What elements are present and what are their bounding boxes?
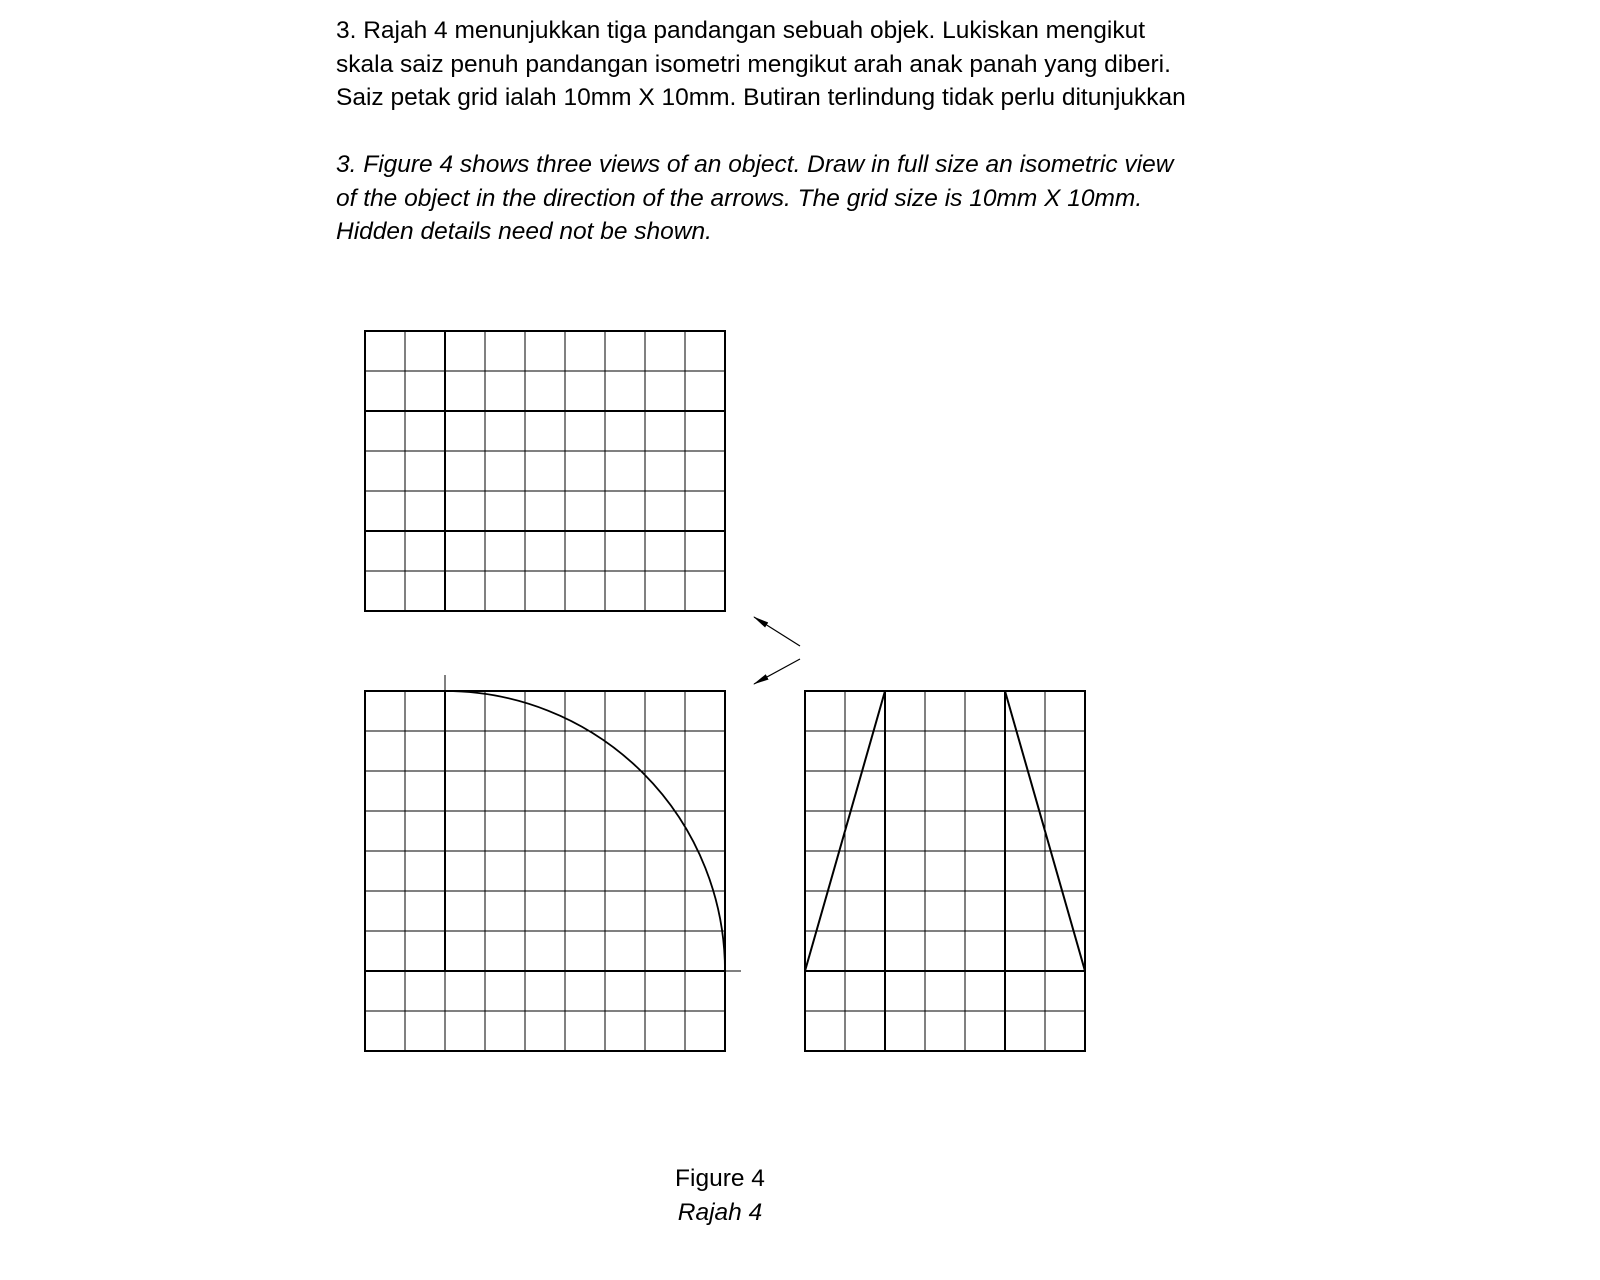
question-english-line-2: of the object in the direction of the arrows. The grid size is 10mm X 10mm. (336, 184, 1143, 212)
question-malay-line-2: skala saiz penuh pandangan isometri mengikut arah anak panah yang diberi. (336, 50, 1171, 78)
plan-view (365, 331, 725, 611)
front-elevation-view (365, 675, 741, 1051)
front-quarter-arc (445, 691, 725, 971)
end-outline (805, 691, 1085, 1051)
question-english-line-1: 3. Figure 4 shows three views of an object. Draw in full size an isometric view (336, 151, 1174, 178)
plan-outline (365, 331, 725, 611)
direction-arrows (754, 617, 800, 684)
question-english-line-3: Hidden details need not be shown. (336, 218, 712, 245)
question-malay-line-1: 3. Rajah 4 menunjukkan tiga pandangan sebuah objek. Lukiskan mengikut (336, 17, 1146, 44)
arrow-upper (754, 617, 800, 646)
figure-caption-malay: Rajah 4 (677, 1199, 763, 1226)
figure-caption-english: Figure 4 (675, 1165, 765, 1192)
question-malay-line-3: Saiz petak grid ialah 10mm X 10mm. Butiran terlindung tidak perlu ditunjukkan (336, 84, 1186, 111)
arrow-lower (754, 659, 800, 684)
front-outline (365, 691, 725, 1051)
end-elevation-view (805, 691, 1085, 1051)
